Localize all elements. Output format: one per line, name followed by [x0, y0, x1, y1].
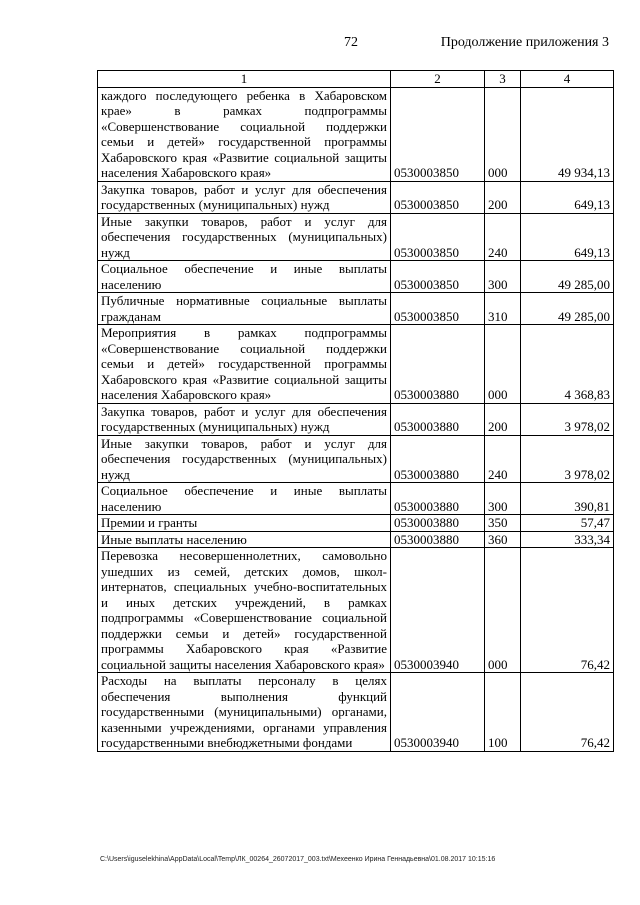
amount-cell: 76,42 — [521, 548, 614, 673]
expense-name-cell: Расходы на выплаты персоналу в целях обеспечения выполнения функций государственными (муниципальными) органами, казенными учреждениями, органами управления государственными внебюджетными фондами — [98, 673, 391, 752]
expense-name-cell: Перевозка несовершеннолетних, самовольно ушедших из семей, детских домов, школ-интернатов, специальных учебно-воспитательных и иных детских учреждений, в рамках подпрограммы «Совершенствование социальной поддержки семьи и детей» государственной программы Хабаровского края «Развитие социальной защиты населения Хабаровского края» — [98, 548, 391, 673]
table-row — [98, 673, 614, 752]
target-code-cell: 0530003880 — [391, 435, 485, 483]
table-row — [98, 87, 614, 181]
budget-table — [97, 70, 614, 752]
column-header: 2 — [391, 71, 485, 88]
page-number: 72 — [344, 35, 358, 50]
expense-type-cell: 200 — [485, 403, 521, 435]
expense-type-cell: 240 — [485, 435, 521, 483]
expense-name-cell: Премии и гранты — [98, 515, 391, 532]
target-code-cell: 0530003850 — [391, 87, 485, 181]
continuation-caption: Продолжение приложения 3 — [440, 35, 609, 50]
amount-cell: 49 285,00 — [521, 293, 614, 325]
target-code-cell: 0530003880 — [391, 325, 485, 404]
table-row — [98, 213, 614, 261]
amount-cell: 76,42 — [521, 673, 614, 752]
expense-name-cell: Социальное обеспечение и иные выплаты населению — [98, 261, 391, 293]
expense-type-cell: 100 — [485, 673, 521, 752]
table-row — [98, 483, 614, 515]
amount-cell: 49 934,13 — [521, 87, 614, 181]
expense-name-cell: каждого последующего ребенка в Хабаровском крае» в рамках подпрограммы «Совершенствование социальной поддержки семьи и детей» государственной программы Хабаровского края «Развитие социальной защиты населения Хабаровского края» — [98, 87, 391, 181]
amount-cell: 649,13 — [521, 213, 614, 261]
target-code-cell: 0530003940 — [391, 673, 485, 752]
amount-cell: 649,13 — [521, 181, 614, 213]
amount-cell: 390,81 — [521, 483, 614, 515]
expense-name-cell: Закупка товаров, работ и услуг для обеспечения государственных (муниципальных) нужд — [98, 403, 391, 435]
expense-name-cell: Иные закупки товаров, работ и услуг для обеспечения государственных (муниципальных) нужд — [98, 435, 391, 483]
table-row — [98, 548, 614, 673]
amount-cell: 4 368,83 — [521, 325, 614, 404]
expense-name-cell: Публичные нормативные социальные выплаты гражданам — [98, 293, 391, 325]
column-header: 1 — [98, 71, 391, 88]
expense-type-cell: 300 — [485, 483, 521, 515]
amount-cell: 49 285,00 — [521, 261, 614, 293]
expense-name-cell: Закупка товаров, работ и услуг для обеспечения государственных (муниципальных) нужд — [98, 181, 391, 213]
table-row — [98, 515, 614, 532]
table-row — [98, 435, 614, 483]
expense-name-cell: Социальное обеспечение и иные выплаты населению — [98, 483, 391, 515]
target-code-cell: 0530003880 — [391, 483, 485, 515]
target-code-cell: 0530003850 — [391, 213, 485, 261]
target-code-cell: 0530003880 — [391, 531, 485, 548]
expense-name-cell: Иные выплаты населению — [98, 531, 391, 548]
expense-type-cell: 360 — [485, 531, 521, 548]
amount-cell: 3 978,02 — [521, 435, 614, 483]
expense-type-cell: 000 — [485, 548, 521, 673]
expense-type-cell: 310 — [485, 293, 521, 325]
column-header: 3 — [485, 71, 521, 88]
expense-name-cell: Мероприятия в рамках подпрограммы «Совершенствование социальной поддержки семьи и детей» государственной программы Хабаровского края «Развитие социальной защиты населения Хабаровского края» — [98, 325, 391, 404]
expense-type-cell: 200 — [485, 181, 521, 213]
expense-type-cell: 350 — [485, 515, 521, 532]
target-code-cell: 0530003850 — [391, 293, 485, 325]
expense-name-cell: Иные закупки товаров, работ и услуг для обеспечения государственных (муниципальных) нужд — [98, 213, 391, 261]
table-row — [98, 181, 614, 213]
table-row — [98, 293, 614, 325]
target-code-cell: 0530003880 — [391, 515, 485, 532]
expense-type-cell: 240 — [485, 213, 521, 261]
table-row — [98, 261, 614, 293]
target-code-cell: 0530003940 — [391, 548, 485, 673]
column-header: 4 — [521, 71, 614, 88]
table-row — [98, 325, 614, 404]
table-body — [98, 87, 614, 751]
target-code-cell: 0530003850 — [391, 261, 485, 293]
target-code-cell: 0530003880 — [391, 403, 485, 435]
amount-cell: 333,34 — [521, 531, 614, 548]
expense-type-cell: 300 — [485, 261, 521, 293]
table-row — [98, 403, 614, 435]
expense-type-cell: 000 — [485, 87, 521, 181]
expense-type-cell: 000 — [485, 325, 521, 404]
amount-cell: 57,47 — [521, 515, 614, 532]
target-code-cell: 0530003850 — [391, 181, 485, 213]
table-row — [98, 531, 614, 548]
file-path-footer: C:\Users\iguselekhina\AppData\Local\Temp\ЛК_00264_26072017_003.txt\Мехеенко Ирина Геннадьевна\01.08.2017 10:15:16 — [100, 856, 496, 863]
column-number-row — [98, 71, 614, 88]
amount-cell: 3 978,02 — [521, 403, 614, 435]
